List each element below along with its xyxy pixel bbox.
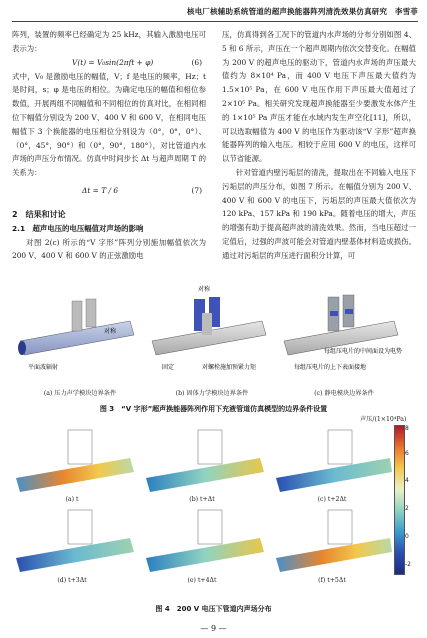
fig4-subcaption-b: (b) t+Δt <box>189 496 215 503</box>
colorbar-tick: 4 <box>405 477 409 484</box>
colorbar-tick: 8 <box>405 425 409 432</box>
subsection-heading: 2.1 超声电压的电压幅值对声场的影响 <box>12 223 144 233</box>
equation-number: (7) <box>191 185 202 195</box>
figure-4-fields <box>12 420 392 590</box>
field-panel-f <box>276 510 392 572</box>
fig3-subcaption-b: (b) 固体力学模块边界条件 <box>175 390 249 397</box>
fig4-subcaption-d: (d) t+3Δt <box>57 577 87 584</box>
fig4-subcaption-e: (e) t+4Δt <box>187 577 217 584</box>
paragraph: 针对管道内壁污垢层的清洗，提取出在不同输入电压下污垢层的声压分布，如图 7 所示。在幅值分别为 200 V、400 V 和 600 V 的电压下，污垢层的声压最大值依次为 120 kPa、157 kPa 和 190 kPa。随着电压的增大，声压的增强有助于提高超声波的清洗效果。然而，当电压超过一定值后，过强的声波可能会对管道内壁基体材料造成损伤。通过对污垢层的声压进行面积分计算，可 <box>222 167 416 260</box>
field-panel-b <box>146 430 264 492</box>
colorbar-tick: -2 <box>405 561 411 568</box>
label-bolt: 对螺栓施加预紧力矩 <box>202 364 257 371</box>
figure-3-caption: 图 3 “V 字形”超声换能器阵列作用下充液管道仿真模型的边界条件设置 <box>99 405 328 413</box>
colorbar-tick: 2 <box>405 505 409 512</box>
label-fixed: 固定 <box>162 364 175 371</box>
equation-6 <box>12 56 206 70</box>
colorbar <box>394 425 405 575</box>
equation-expression: V(t) = V₀sin(2πft + φ) <box>72 57 154 67</box>
field-panel-d <box>16 510 134 572</box>
fig3-subcaption-a: (a) 压力声学模块边界条件 <box>43 390 117 397</box>
colorbar-tick: 0 <box>405 533 409 540</box>
colorbar-title: 声压/(1×10⁴Pa) <box>360 416 407 423</box>
field-panel-a <box>16 430 134 492</box>
section-heading: 2 结果和讨论 <box>12 209 66 219</box>
equation-number: (6) <box>191 57 202 67</box>
field-panel-c <box>276 430 392 492</box>
page-number: — 9 — <box>200 624 227 633</box>
equation-7 <box>12 180 206 202</box>
right-column <box>222 28 416 263</box>
colorbar-tick: 6 <box>405 450 409 457</box>
paragraph: 阵列，装置的频率已经确定为 25 kHz，其输入激励电压可表示为： <box>12 30 206 53</box>
header-rule <box>12 21 418 22</box>
label-sym1: 对称 <box>104 328 117 335</box>
fig4-subcaption-f: (f) t+5Δt <box>318 577 346 584</box>
running-header: 核电厂核辅助系统管道的超声换能器阵列清洗效果仿真研究 李雪菲 <box>187 7 418 16</box>
fig3-subcaption-c: (c) 静电模块边界条件 <box>314 390 374 397</box>
label-elec2: 每组压电片的上下表面接地 <box>294 364 367 371</box>
paragraph: 压，仿真得到各工况下的管道内水声场的分布分别如图 4、5 和 6 所示，声压在一个超声周期内依次交替变化。在幅值为 200 V 的超声电压的驱动下，管道内水声场的声压最大值约为 8×10⁴ Pa，而 400 V 电压下声压最大值约为 1.5×10⁵ Pa，在 600 V 电压作用下声压最大值超过了 2×10⁵ Pa。相关研究发现超声换能器至少要激发水体产生的 1×10⁵ Pa 声压才能在水域内发生声空化[11]，所以，可以选取幅值为 400 V 的电压作为驱动该“V 字形”超声换能器阵列的输入电压。相较于应用 600 V 的电压，这样可以节省能源。 <box>222 30 416 164</box>
paragraph: 对图 2(c) 所示的“V 字形”阵列分别施加幅值依次为 200 V、400 V 和 600 V 的正弦激励电 <box>12 237 206 261</box>
fig4-subcaption-c: (c) t+2Δt <box>317 496 347 503</box>
panel-b <box>152 297 266 355</box>
field-panel-e <box>146 510 264 572</box>
paragraph: 式中，V₀ 是激励电压的幅值，V；f 是电压的频率，Hz；t 是时间，s；φ 是电压的相位。为确定电压的幅值和相位参数值，开展两组不同幅值和不同相位的仿真对比，在相同相位下幅值分别设为 200 V、400 V 和 600 V，在相同电压幅值下 3 个换能器的电压相位分别设为（0°，0°，0°）、（0°，45°，90°）和（0°，90°，180°），对比管道内水声场的声压分布情况。仿真中时间步长 Δt 与超声周期 T 的关系为： <box>12 71 206 178</box>
label-elec1: 每组压电片的中间面设为电势 <box>324 348 403 355</box>
figure-3-diagram <box>12 283 418 383</box>
panel-a <box>18 299 134 355</box>
equation-expression: Δt = T / 6 <box>82 185 119 195</box>
figure-4-caption: 图 4 200 V 电压下管道内声场分布 <box>155 605 272 613</box>
label-sym2: 对称 <box>198 286 211 293</box>
label-inlet: 平面波辐射 <box>28 364 59 371</box>
left-column <box>12 28 206 263</box>
fig4-subcaption-a: (a) t <box>65 496 79 503</box>
panel-c <box>284 295 398 355</box>
